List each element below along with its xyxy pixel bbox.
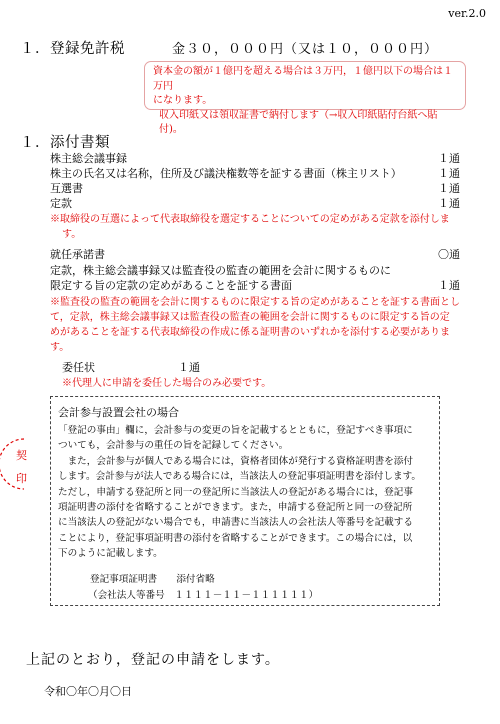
tax-note-line-2: になります。 xyxy=(153,95,213,106)
advisor-line: 項証明書の添付を省略することができます。また，申請する登記所と同一の登記所 xyxy=(58,502,413,514)
advisor-line: ついても，会計参与の重任の旨を記録してください。 xyxy=(58,440,289,452)
audit-note-line-2: て，定款，株主総会議事録又は監査役の監査の範囲を会計に関するものに限定する旨の定 xyxy=(50,312,450,323)
audit-note-line-4: す。 xyxy=(50,342,70,353)
articles-note-line-2: す。 xyxy=(62,229,82,240)
audit-scope-row-1 xyxy=(50,264,460,278)
articles-note-line-1: ※取締役の互選によって代表取締役を選定することについての定めがある定款を添付しま xyxy=(50,214,450,225)
attachment-count: １通 xyxy=(438,167,460,180)
attachment-label: 定款 xyxy=(50,197,72,210)
attachment-row xyxy=(50,152,460,166)
registration-tax-heading: １．登録免許税 xyxy=(20,41,125,57)
tax-note-line-1: 資本金の額が１億円を超える場合は３万円，１億円以下の場合は１万円 xyxy=(153,66,453,92)
attachment-count: １通 xyxy=(438,197,460,210)
application-date: 令和〇年〇月〇日 xyxy=(44,685,132,698)
advisor-line: に当該法人の登記がない場合でも，申請書に当該法人の会社法人等番号を記載する xyxy=(58,517,413,529)
advisor-example-line-2: （会社法人等番号 １１１１－１１－１１１１１１） xyxy=(88,590,319,601)
tax-note-line-3: 収入印紙又は領収証書で納付します（→収入印紙貼付台紙へ貼付)。 xyxy=(159,109,438,135)
attachment-count: １通 xyxy=(438,182,460,195)
advisor-line: します。会計参与が法人である場合には，当該法人の登記事項証明書を添付します。 xyxy=(58,471,422,483)
advisor-line: また，会計参与が個人である場合には，資格者団体が発行する資格証明書を添付 xyxy=(58,455,413,467)
registration-tax-amount: 金３０，０００円（又は１０，０００円） xyxy=(172,42,439,57)
audit-note xyxy=(50,295,486,355)
acceptance-count: 〇通 xyxy=(438,248,460,261)
tax-note-box xyxy=(144,61,466,135)
acceptance-row xyxy=(50,248,460,262)
attachment-count: １通 xyxy=(438,152,460,165)
audit-scope-row-2 xyxy=(50,279,460,293)
articles-note xyxy=(50,212,486,242)
advisor-line: 下のように記載します。 xyxy=(58,548,163,560)
audit-scope-line-1: 定款，株主総会議事録又は監査役の監査の範囲を会計に関するものに xyxy=(50,264,391,277)
declaration-text: 上記のとおり，登記の申請をします。 xyxy=(26,652,280,668)
audit-note-line-3: めがあることを証する代表取締役の作成に係る証明書のいずれかを添付する必要がありま xyxy=(50,327,450,338)
proxy-count: １通 xyxy=(178,361,200,374)
attachment-label: 株主の氏名又は名称，住所及び議決権数等を証する書面（株主リスト） xyxy=(50,167,402,180)
accounting-advisor-body xyxy=(58,423,438,562)
attachment-label: 株主総会議事録 xyxy=(50,152,127,165)
seal-arc-icon xyxy=(0,436,56,492)
advisor-line: ただし，申請する登記所と同一の登記所に当該法人の登記がある場合には，登記事 xyxy=(58,486,413,498)
audit-scope-count: １通 xyxy=(438,279,460,292)
seal-char-1: 契 xyxy=(16,449,27,462)
advisor-example-line-1: 登記事項証明書 添付省略 xyxy=(90,574,215,585)
attachment-row xyxy=(50,182,460,196)
attachment-label: 互選書 xyxy=(50,182,83,195)
advisor-line: ことにより，登記事項証明書の添付を省略することができます。この場合には，以 xyxy=(58,532,413,544)
accounting-advisor-title: 会計参与設置会社の場合 xyxy=(58,406,179,419)
seal-char-2: 印 xyxy=(16,472,27,485)
attachment-row xyxy=(50,197,460,211)
proxy-note: ※代理人に申請を委任した場合のみ必要です。 xyxy=(62,378,272,389)
attachment-row xyxy=(50,167,460,181)
advisor-line: 「登記の事由」欄に，会計参与の変更の旨を記載するとともに，登記すべき事項に xyxy=(58,425,413,436)
attachments-heading: １．添付書類 xyxy=(20,135,110,151)
acceptance-label: 就任承諾書 xyxy=(50,248,105,261)
audit-note-line-1: ※監査役の監査の範囲を会計に関するものに限定する旨の定めがあることを証する書面とし xyxy=(50,297,460,308)
version-label: ver.2.0 xyxy=(448,7,486,20)
audit-scope-line-2: 限定する旨の定款の定めがあることを証する書面 xyxy=(50,279,292,292)
proxy-label: 委任状 xyxy=(62,361,95,374)
